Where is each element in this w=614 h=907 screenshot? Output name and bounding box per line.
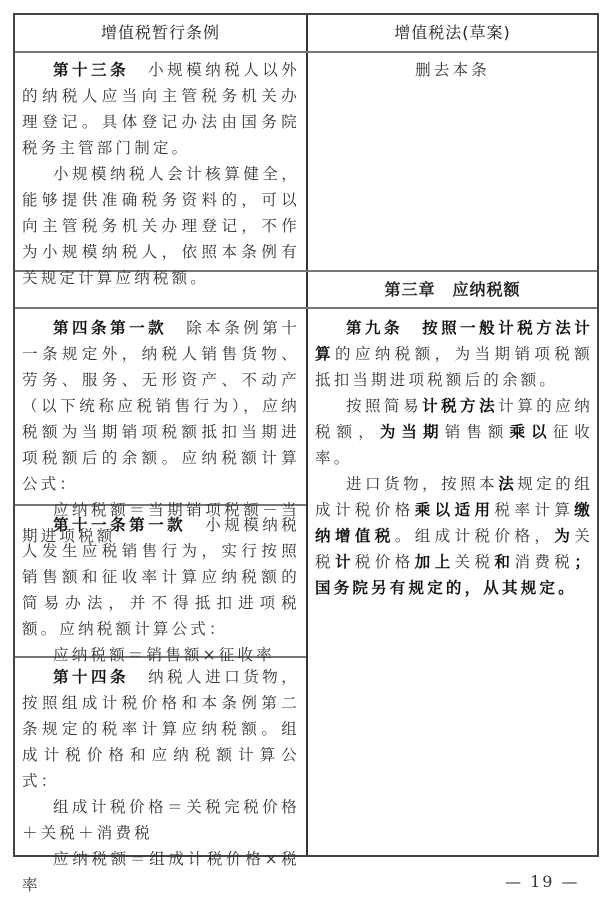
- article-title: 第九条: [346, 319, 404, 337]
- formula: 应纳税额＝组成计税价格×税率: [22, 850, 300, 894]
- article-9-para3: [315, 471, 593, 601]
- article-title: 第十一条第一款: [53, 516, 187, 534]
- article-title: 第十四条: [53, 668, 130, 686]
- chapter-title: 第三章 应纳税额: [384, 280, 521, 299]
- row-divider: [15, 307, 597, 309]
- delete-article-cell: [308, 57, 597, 83]
- article-text: 除本条例第十一条规定外，纳税人销售货物、劳务、服务、无形资产、不动产（以下统称应税销售行为），应纳税额为当期销项税额抵扣当期进项税额后的余额。应纳税额计算公式：: [22, 319, 301, 493]
- text-segment: 税率计算: [494, 501, 575, 519]
- bold-amendment-text: 按照一般计税方法计算: [315, 319, 593, 363]
- article-text: 小规模纳税人发生应税销售行为，实行按照销售额和征收率计算应纳税额的简易办法，并不得抵扣进项税额。应纳税额计算公式：: [22, 516, 300, 638]
- header-draft-law: 增值税法(草案): [394, 23, 511, 42]
- article-13-cell: [22, 57, 300, 291]
- article-13-para1: [22, 57, 300, 161]
- bold-amendment-text: 和: [494, 553, 515, 571]
- bold-amendment-text: 加上: [414, 553, 455, 571]
- bold-amendment-text: 为当期: [379, 423, 445, 441]
- article-4-para: [22, 315, 300, 497]
- page-number: — 19 —: [505, 872, 580, 891]
- bold-amendment-text: 计: [334, 553, 355, 571]
- article-9-para2: [315, 393, 593, 471]
- delete-article-text: 删去本条: [415, 61, 490, 79]
- header-current-regulation: 增值税暂行条例: [100, 23, 220, 42]
- text-segment: 销售额: [444, 423, 510, 441]
- bold-amendment-text: 为: [554, 527, 575, 545]
- bold-amendment-text: 乘以适用: [414, 501, 495, 519]
- bold-amendment-text: 缴纳增值税: [315, 501, 593, 545]
- header-divider: [15, 51, 597, 53]
- text-segment: 。组成计税价格，: [394, 527, 555, 545]
- article-13-para2: 小规模纳税人会计核算健全，能够提供准确税务资料的，可以向主管税务机关办理登记，不作为小规模纳税人，依照本条例有关规定计算应纳税额。: [22, 165, 300, 287]
- article-9-cell: [315, 315, 593, 601]
- article-14-para: [22, 664, 300, 794]
- text-segment: 税价格: [354, 553, 415, 571]
- text-segment: 计算的应纳税额，: [315, 397, 593, 441]
- article-text: 纳税人进口货物，按照组成计税价格和本条例第二条规定的税率计算应纳税额。组成计税价格和应纳税额计算公式：: [22, 668, 300, 790]
- text-segment: 规定的组成计税价格: [315, 475, 593, 519]
- article-9-para1: [315, 315, 593, 393]
- article-title: 第四条第一款: [53, 319, 168, 337]
- article-14-cell: [22, 664, 300, 898]
- text-segment: 消费税: [514, 553, 575, 571]
- bold-amendment-text: 法: [498, 475, 518, 493]
- text-segment: 按照简易: [346, 397, 423, 415]
- article-title: 第十三条: [53, 61, 130, 79]
- article-11-para: [22, 512, 300, 642]
- article-11-cell: [22, 512, 300, 668]
- bold-amendment-text: ；国务院另有规定的，从其规定。: [315, 553, 594, 597]
- bold-amendment-text: 乘以: [509, 423, 553, 441]
- text-segment: 关税: [315, 527, 593, 571]
- bold-amendment-text: 计税方法: [422, 397, 499, 415]
- formula: 组成计税价格＝关税完税价格＋关税＋消费税: [22, 798, 300, 842]
- article-text: 小规模纳税人以外的纳税人应当向主管税务机关办理登记。具体登记办法由国务院税务主管部门制定。: [22, 61, 300, 157]
- column-divider: [306, 15, 308, 855]
- formula: 应纳税额＝销售额×征收率: [53, 646, 275, 664]
- formula: 应纳税额＝当期销项税额－当期进项税额: [22, 501, 300, 545]
- text-segment: 征收率。: [315, 423, 594, 467]
- text-segment: 进口货物，按照本: [346, 475, 499, 493]
- text-segment: 的应纳税额，为当期销项税额抵扣当期进项税额后的余额。: [315, 345, 593, 389]
- text-segment: 关税: [454, 553, 495, 571]
